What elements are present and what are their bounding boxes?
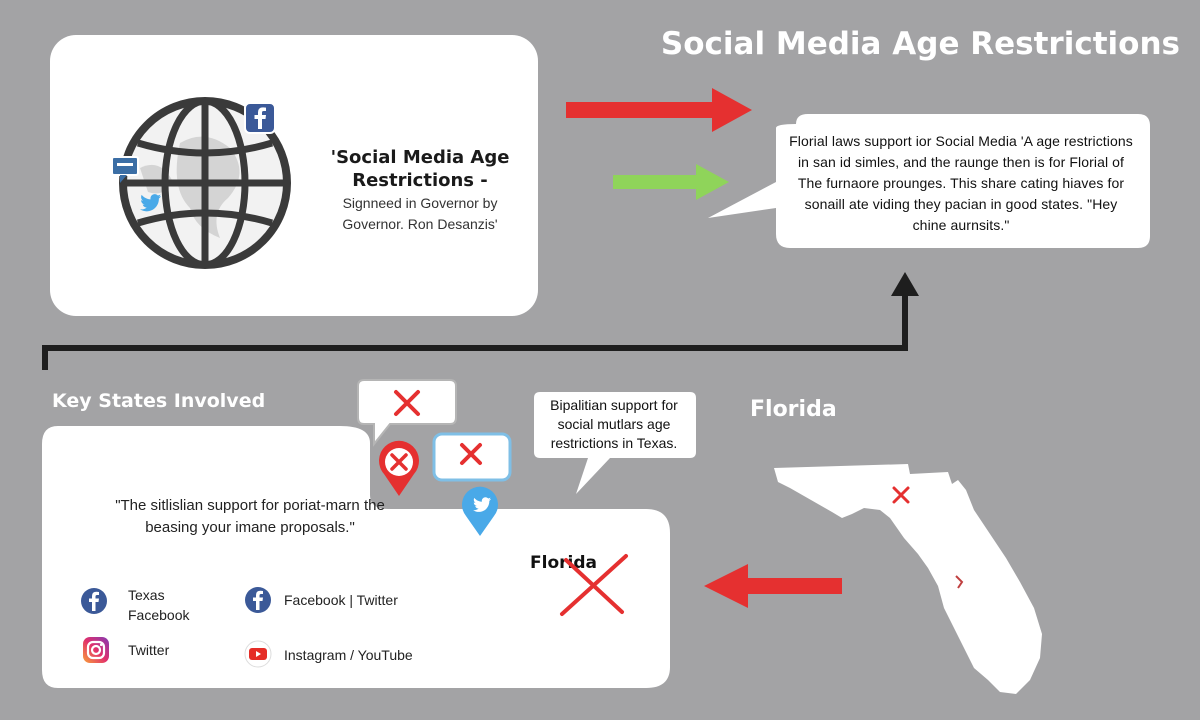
card-subheading: Signneed in Governor by Governor. Ron Desanzis': [342, 195, 498, 232]
x-pin-icon: [374, 438, 424, 498]
facebook-icon: [244, 586, 272, 614]
social-label: Twitter: [128, 642, 170, 658]
facebook-icon: [244, 102, 276, 134]
twitter-pin-icon: [458, 484, 502, 538]
bubble-text: Florial laws support ior Social Media 'A age restrictions in san id simles, and the raunge then is for Florial of The furnaore prounges. This share cating hiaves for sonaill ate viding they pacian in good states. "Hey chine aurnsits.": [789, 133, 1133, 233]
x-bubble-2: [432, 432, 514, 486]
connector-arrow: [36, 266, 926, 374]
facebook-icon: [80, 587, 108, 615]
texas-bubble-text: Bipalitian support for social mutlars age restrictions in Texas.: [550, 397, 678, 451]
chat-icon: [110, 155, 142, 185]
key-states-heading: Key States Involved: [52, 390, 266, 412]
red-x-mark: [556, 552, 632, 618]
instagram-icon: [82, 636, 110, 664]
social-label: Facebook | Twitter: [284, 592, 398, 608]
card-heading: 'Social Media Age Restrictions -: [330, 147, 510, 191]
quote-text: "The sitlislian support for poriat-marn the beasing your imane proposals.": [115, 497, 385, 536]
florida-heading: Florida: [750, 397, 837, 422]
florida-marker-label: Florida: [530, 553, 597, 573]
social-label: Texas Facebook: [128, 587, 190, 623]
red-arrow-left: [700, 560, 846, 612]
page-title: Social Media Age Restrictions: [660, 26, 1180, 62]
youtube-icon: [244, 640, 272, 668]
twitter-icon: [140, 193, 162, 213]
social-label: Instagram / YouTube: [284, 647, 413, 663]
